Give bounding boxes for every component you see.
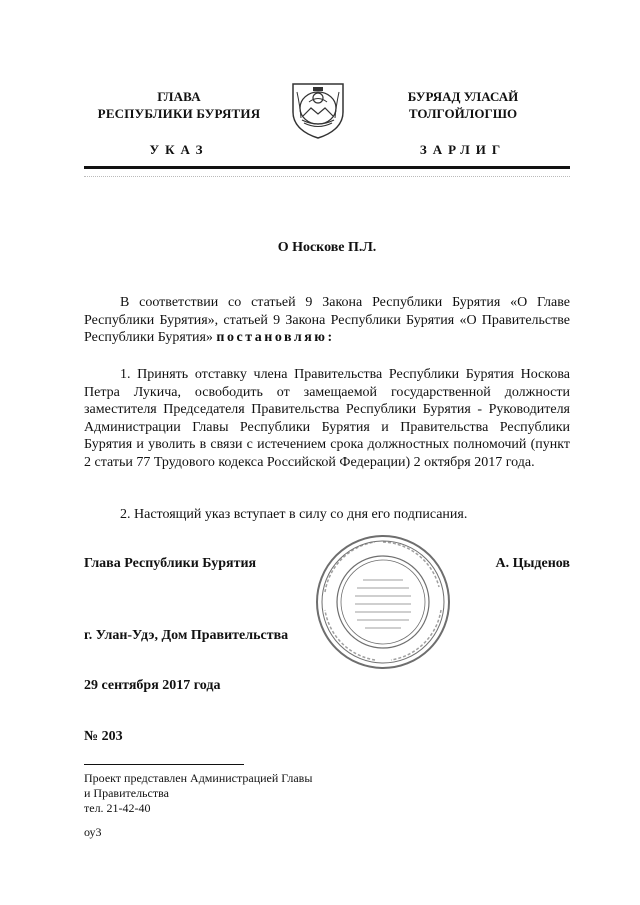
document-title: О Носкове П.Л.: [277, 240, 377, 255]
document-code: оу3: [84, 825, 102, 839]
official-seal-icon: [313, 532, 453, 672]
signing-place: г. Улан-Удэ, Дом Правительства: [84, 628, 289, 643]
issuer-title-buryat: [378, 88, 548, 122]
issuer-line-1: ГЛАВА: [157, 89, 201, 104]
decree-number: № 203: [84, 729, 123, 744]
footnote-line-1: Проект представлен Администрацией Главы: [84, 771, 313, 785]
footnote-divider: [84, 764, 244, 765]
issuer-line-2: РЕСПУБЛИКИ БУРЯТИЯ: [97, 106, 261, 121]
footnote: [84, 771, 312, 816]
footnote-line-2: и Правительства: [84, 786, 169, 800]
decree-item-2-text: 2. Настоящий указ вступает в силу со дня его подписания.: [120, 507, 468, 522]
decree-item-1: [84, 366, 570, 471]
decree-word: постановляю:: [216, 330, 335, 345]
issuer-line-1-buryat: БУРЯАД УЛАСАЙ: [407, 89, 519, 104]
decree-item-1-text: 1. Принять отставку члена Правительства Республики Бурятия Носкова Петра Лукича, освободить от замещаемой государственной должности заместителя Председателя Правительства Республики Бурятия - Руководителя Администрации Главы Республики Бурятия и Правительства Республики Бурятия и уволить в связи с истечением срока должностных полномочий (пункт 2 статьи 77 Трудового кодекса Российской Федерации) 2 октября 2017 года.: [84, 367, 570, 470]
header-divider: [84, 166, 570, 169]
header-dotted-divider: [84, 176, 570, 177]
signatory-name: А. Цыденов: [495, 556, 570, 571]
footnote-phone: тел. 21-42-40: [84, 801, 151, 815]
signing-date: 29 сентября 2017 года: [84, 678, 221, 693]
issuer-line-2-buryat: ТОЛГОЙЛОГШО: [408, 106, 518, 121]
document-type-russian: УКАЗ: [149, 142, 209, 157]
preamble-text: В соответствии со статьей 9 Закона Республики Бурятия «О Главе Республики Бурятия», статьей 9 Закона Республики Бурятия «О Правительстве Республики Бурятия»: [84, 295, 570, 345]
document-type-buryat: ЗАРЛИГ: [419, 142, 507, 157]
decree-item-2: [84, 506, 570, 524]
preamble-paragraph: [84, 294, 570, 347]
signatory-position: Глава Республики Бурятия: [84, 556, 257, 571]
coat-of-arms-icon: [289, 78, 347, 140]
issuer-title-russian: [84, 88, 274, 122]
